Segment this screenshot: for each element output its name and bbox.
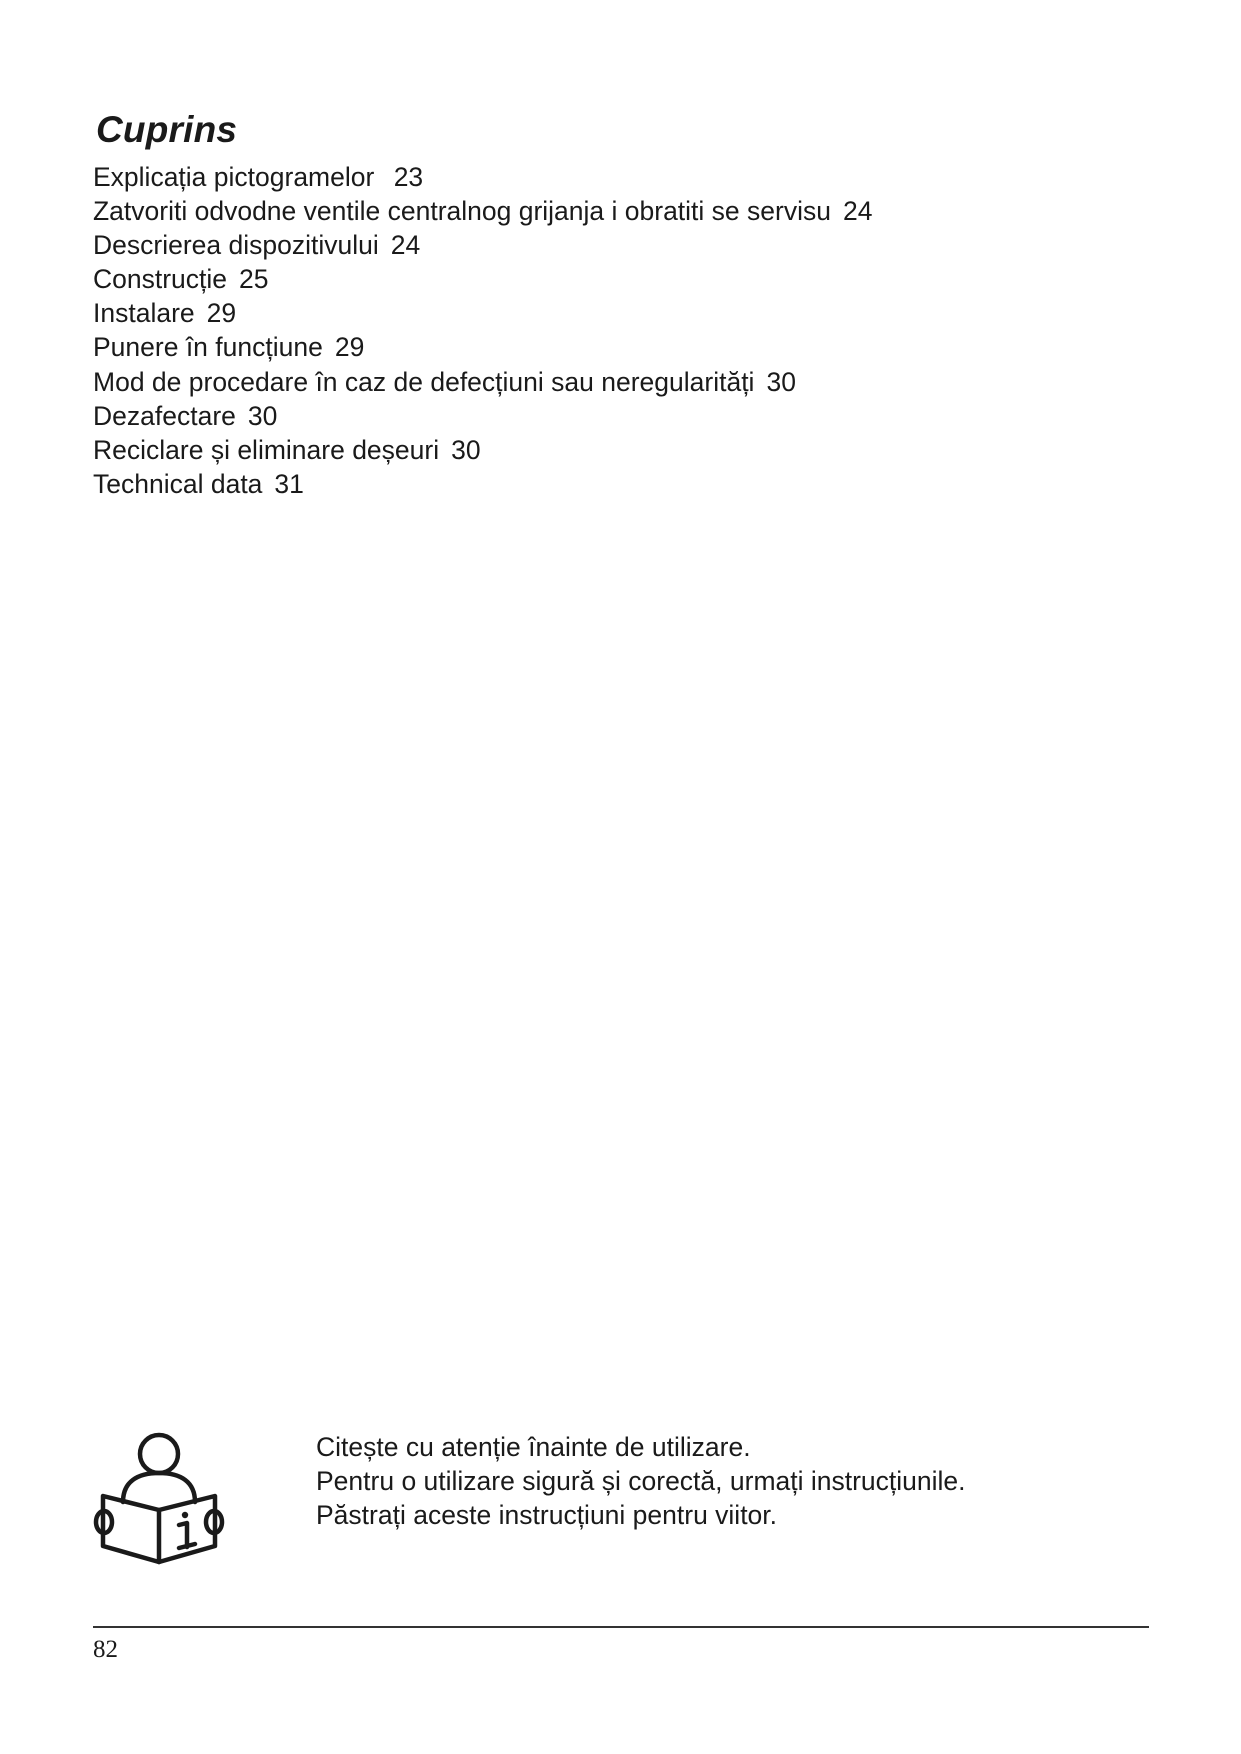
toc-entry-page: 24: [390, 230, 421, 261]
toc-entry[interactable]: [93, 194, 872, 228]
toc-entry-label: Technical data: [93, 468, 263, 499]
page-number: 82: [93, 1636, 118, 1663]
read-instructions-notice: [93, 1430, 1153, 1580]
toc-entry[interactable]: [93, 228, 872, 262]
toc-entry-label: Zatvoriti odvodne ventile centralnog grijanja i obratiti se servisu: [93, 196, 831, 227]
toc-entry-page: 25: [239, 264, 269, 295]
toc-entry-page: 31: [274, 468, 304, 499]
toc-entry-page: 30: [766, 366, 796, 397]
reading-manual-info-icon: [93, 1430, 229, 1570]
toc-entry-page: 24: [842, 196, 873, 227]
toc-entry-label: Descrierea dispozitivului: [93, 230, 379, 261]
toc-entry-page: 29: [206, 298, 237, 329]
footer-divider: [93, 1626, 1149, 1628]
toc-entry-label: Explicația pictogramelor: [93, 162, 382, 192]
toc-entry[interactable]: [93, 365, 872, 399]
toc-entry[interactable]: [93, 399, 872, 433]
notice-line: Păstrați aceste instrucțiuni pentru viitor.: [316, 1500, 778, 1530]
toc-entry[interactable]: [93, 467, 872, 501]
toc-entry-page: 30: [451, 434, 481, 465]
toc-entry[interactable]: [93, 433, 872, 467]
notice-line: Citește cu atenție înainte de utilizare.: [316, 1432, 751, 1462]
notice-line: Pentru o utilizare sigură și corectă, urmați instrucțiunile.: [316, 1466, 966, 1496]
notice-text: [316, 1430, 966, 1532]
toc-entry[interactable]: [93, 160, 872, 194]
page-title: Cuprins: [96, 108, 238, 150]
toc-entry-label: Instalare: [93, 298, 195, 329]
table-of-contents: [93, 160, 872, 501]
toc-entry[interactable]: [93, 330, 872, 364]
toc-entry-page: 30: [247, 400, 278, 431]
toc-entry-label: Mod de procedare în caz de defecțiuni sau neregularități: [93, 366, 755, 397]
toc-entry-page: 23: [393, 162, 424, 192]
toc-entry-page: 29: [334, 332, 365, 363]
toc-entry-label: Reciclare și eliminare deșeuri: [93, 434, 440, 465]
toc-entry-label: Construcție: [93, 264, 228, 295]
toc-entry-label: Dezafectare: [93, 400, 236, 431]
toc-entry[interactable]: [93, 296, 872, 330]
toc-entry[interactable]: [93, 262, 872, 296]
toc-entry-label: Punere în funcțiune: [93, 332, 323, 363]
